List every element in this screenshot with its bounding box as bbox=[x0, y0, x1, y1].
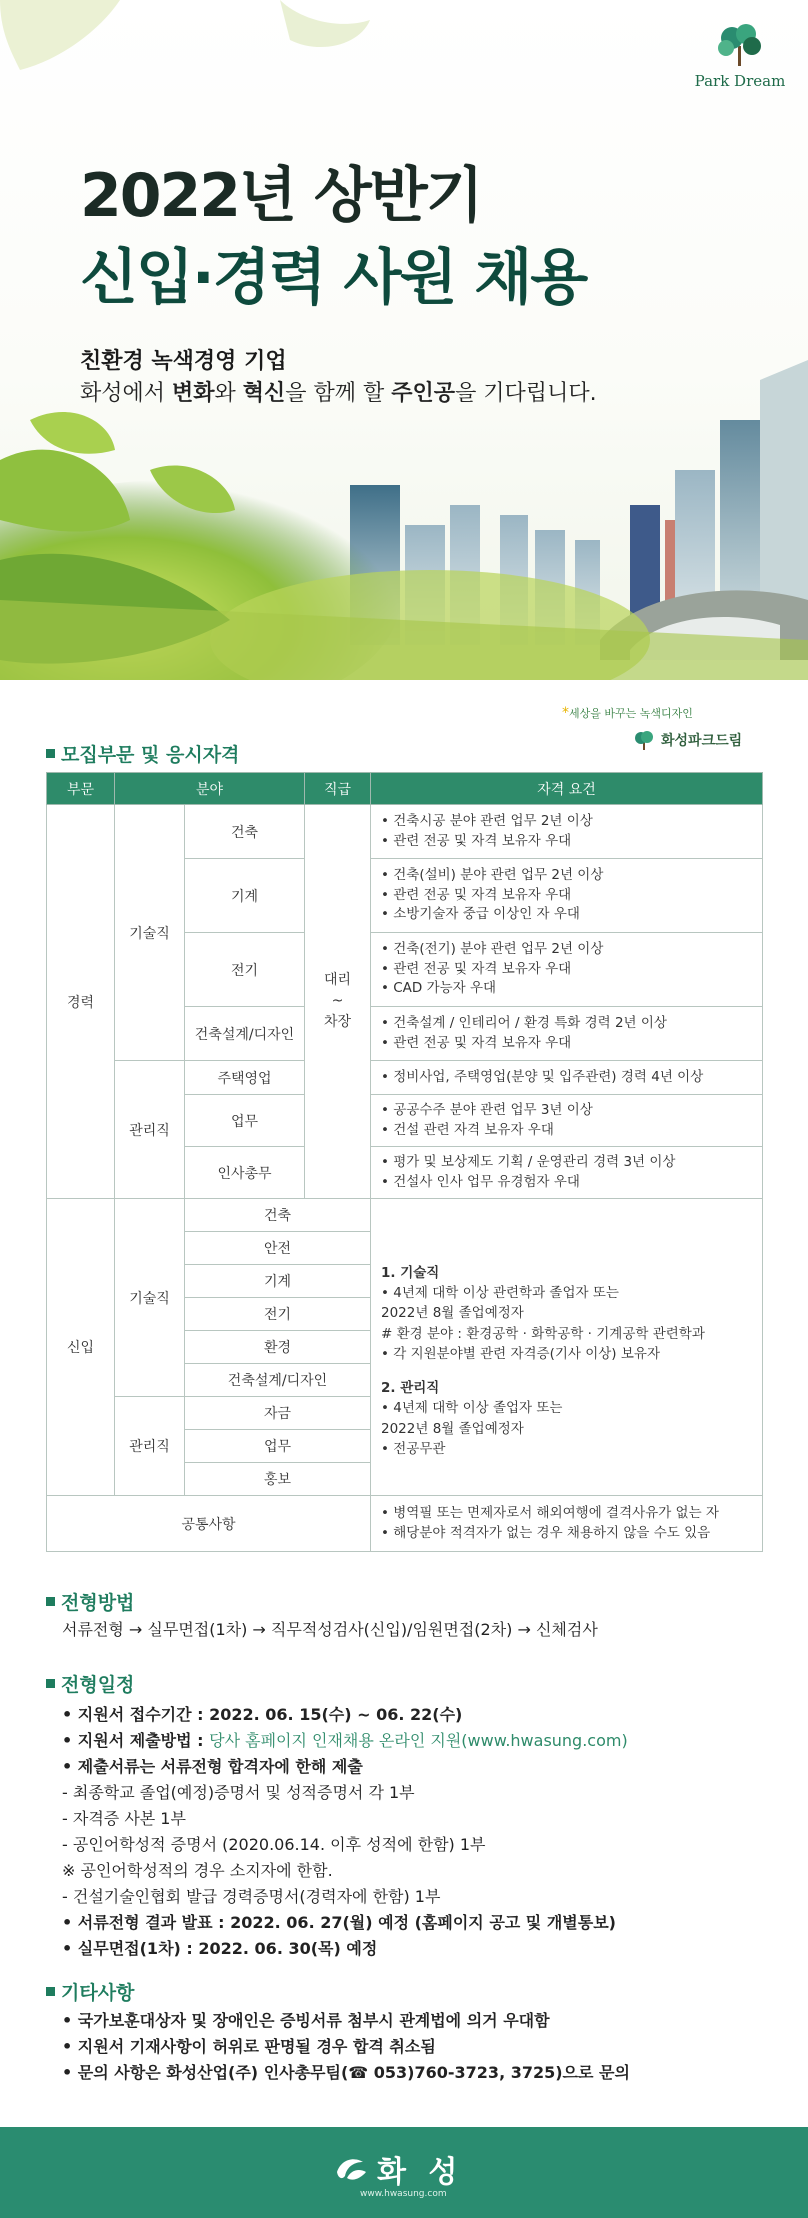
schedule-period: • 지원서 접수기간 : 2022. 06. 15(수) ~ 06. 22(수) bbox=[62, 1705, 463, 1724]
qual-cell: • 정비사업, 주택영업(분양 및 입주관련) 경력 4년 이상 bbox=[371, 1061, 763, 1095]
newbie-notes: 1. 기술직 • 4년제 대학 이상 관련학과 졸업자 또는 2022년 8월 졸업예정자 # 환경 분야 : 환경공학 · 화학공학 · 기계공학 관련학과 • 각 지원분야별 관련 자격증(기사 이상) 보유자 2. 관리직 • 4년제 대학 이상 졸업자 또는 2022년 8월 졸업예정자 • 전공무관 bbox=[371, 1199, 763, 1496]
qual-cell: • 건축(설비) 분야 관련 업무 2년 이상 • 관련 전공 및 자격 보유자 우대 • 소방기술자 중급 이상인 자 우대 bbox=[371, 859, 763, 933]
col-header: 직급 bbox=[305, 773, 371, 805]
table-row bbox=[47, 1199, 763, 1232]
etc-item: • 국가보훈대상자 및 장애인은 증빙서류 첨부시 관계법에 의거 우대함 bbox=[62, 2011, 550, 2030]
qual-cell: • 건축설계 / 인테리어 / 환경 특화 경력 2년 이상 • 관련 전공 및 자격 보유자 우대 bbox=[371, 1007, 763, 1061]
field-cell: 홍보 bbox=[185, 1463, 371, 1496]
company-name: 화 성 bbox=[377, 2155, 464, 2190]
field-cell: 전기 bbox=[185, 933, 305, 1007]
doc-item: - 자격증 사본 1부 bbox=[62, 1809, 186, 1828]
schedule-heading: 전형일정 bbox=[46, 1670, 134, 1697]
field-cell: 인사총무 bbox=[185, 1147, 305, 1199]
field-cell: 자금 bbox=[185, 1397, 371, 1430]
rank-cell: 대리 ~ 차장 bbox=[305, 805, 371, 1199]
doc-item: - 건설기술인협회 발급 경력증명서(경력자에 한함) 1부 bbox=[62, 1887, 441, 1906]
table-row bbox=[47, 1496, 763, 1552]
qual-cell: • 공공수주 분야 관련 업무 3년 이상 • 건설 관련 자격 보유자 우대 bbox=[371, 1095, 763, 1147]
submit-link[interactable]: 당사 홈페이지 인재채용 온라인 지원(www.hwasung.com) bbox=[209, 1731, 628, 1750]
etc-item: • 문의 사항은 화성산업(주) 인사총무팀(☎ 053)760-3723, 3725)으로 문의 bbox=[62, 2063, 630, 2082]
recruit-table bbox=[46, 772, 763, 1552]
table-header-row bbox=[47, 773, 763, 805]
park-dream-logo bbox=[690, 22, 790, 90]
field-cell: 주택영업 bbox=[185, 1061, 305, 1095]
qual-cell: • 평가 및 보상제도 기획 / 운영관리 경력 3년 이상 • 건설사 인사 업무 유경험자 우대 bbox=[371, 1147, 763, 1199]
brand-slogan: *세상을 바꾸는 녹색디자인 bbox=[562, 705, 693, 721]
doc-item: - 공인어학성적 증명서 (2020.06.14. 이후 성적에 한함) 1부 bbox=[62, 1835, 486, 1854]
title-line-2: 신입·경력 사원 채용 bbox=[80, 243, 587, 313]
category-cell: 신입 bbox=[47, 1199, 115, 1496]
field-cell: 기계 bbox=[185, 859, 305, 933]
field-cell: 건축설계/디자인 bbox=[185, 1007, 305, 1061]
schedule-submit: • 지원서 제출방법 : 당사 홈페이지 인재채용 온라인 지원(www.hwasung.com) bbox=[62, 1731, 628, 1750]
common-label: 공통사항 bbox=[47, 1496, 371, 1552]
table-row bbox=[47, 1061, 763, 1095]
footer bbox=[0, 2127, 808, 2218]
field-cell: 업무 bbox=[185, 1095, 305, 1147]
table-row bbox=[47, 805, 763, 859]
col-header: 자격 요건 bbox=[371, 773, 763, 805]
etc-heading: 기타사항 bbox=[46, 1978, 134, 2005]
schedule-interview: • 실무면접(1차) : 2022. 06. 30(목) 예정 bbox=[62, 1939, 378, 1958]
group-cell: 관리직 bbox=[115, 1061, 185, 1199]
subtitle: 친환경 녹색경영 기업 bbox=[80, 349, 287, 374]
tree-icon bbox=[633, 730, 655, 750]
qual-cell: • 병역필 또는 면제자로서 해외여행에 결격사유가 없는 자 • 해당분야 적격자가 없는 경우 채용하지 않을 수도 있음 bbox=[371, 1496, 763, 1552]
schedule-docs: • 제출서류는 서류전형 합격자에 한해 제출 bbox=[62, 1757, 363, 1776]
field-cell: 환경 bbox=[185, 1331, 371, 1364]
doc-item: ※ 공인어학성적의 경우 소지자에 한함. bbox=[62, 1861, 333, 1880]
field-cell: 전기 bbox=[185, 1298, 371, 1331]
tagline: 화성에서 변화와 혁신을 함께 할 주인공을 기다립니다. bbox=[80, 381, 597, 406]
qual-cell: • 건축(전기) 분야 관련 업무 2년 이상 • 관련 전공 및 자격 보유자 우대 • CAD 가능자 우대 bbox=[371, 933, 763, 1007]
doc-item: - 최종학교 졸업(예정)증명서 및 성적증명서 각 1부 bbox=[62, 1783, 415, 1802]
col-header: 부문 bbox=[47, 773, 115, 805]
city-leaves-illustration bbox=[0, 0, 808, 680]
hwasung-emblem-icon bbox=[333, 2154, 369, 2184]
method-text: 서류전형 → 실무면접(1차) → 직무적성검사(신입)/임원면접(2차) → 신체검사 bbox=[62, 1620, 598, 1639]
field-cell: 건축 bbox=[185, 805, 305, 859]
field-cell: 기계 bbox=[185, 1265, 371, 1298]
logo-text: Park Dream bbox=[694, 72, 786, 90]
field-cell: 업무 bbox=[185, 1430, 371, 1463]
method-heading: 전형방법 bbox=[46, 1588, 134, 1615]
etc-item: • 지원서 기재사항이 허위로 판명될 경우 합격 취소됨 bbox=[62, 2037, 436, 2056]
tree-logo-icon bbox=[712, 22, 768, 70]
title-line-1: 2022년 상반기 bbox=[80, 161, 482, 231]
footer-url[interactable]: www.hwasung.com bbox=[360, 2189, 447, 2199]
col-header: 분야 bbox=[115, 773, 305, 805]
qual-cell: • 건축시공 분야 관련 업무 2년 이상 • 관련 전공 및 자격 보유자 우대 bbox=[371, 805, 763, 859]
brand-name: 화성파크드림 bbox=[633, 730, 742, 750]
hwasung-logo bbox=[333, 2147, 463, 2191]
field-cell: 건축 bbox=[185, 1199, 371, 1232]
group-cell: 관리직 bbox=[115, 1397, 185, 1496]
recruit-heading: 모집부문 및 응시자격 bbox=[46, 740, 239, 767]
hero-banner bbox=[0, 0, 808, 680]
schedule-result: • 서류전형 결과 발표 : 2022. 06. 27(월) 예정 (홈페이지 공고 및 개별통보) bbox=[62, 1913, 616, 1932]
field-cell: 건축설계/디자인 bbox=[185, 1364, 371, 1397]
category-cell: 경력 bbox=[47, 805, 115, 1199]
group-cell: 기술직 bbox=[115, 1199, 185, 1397]
group-cell: 기술직 bbox=[115, 805, 185, 1061]
field-cell: 안전 bbox=[185, 1232, 371, 1265]
